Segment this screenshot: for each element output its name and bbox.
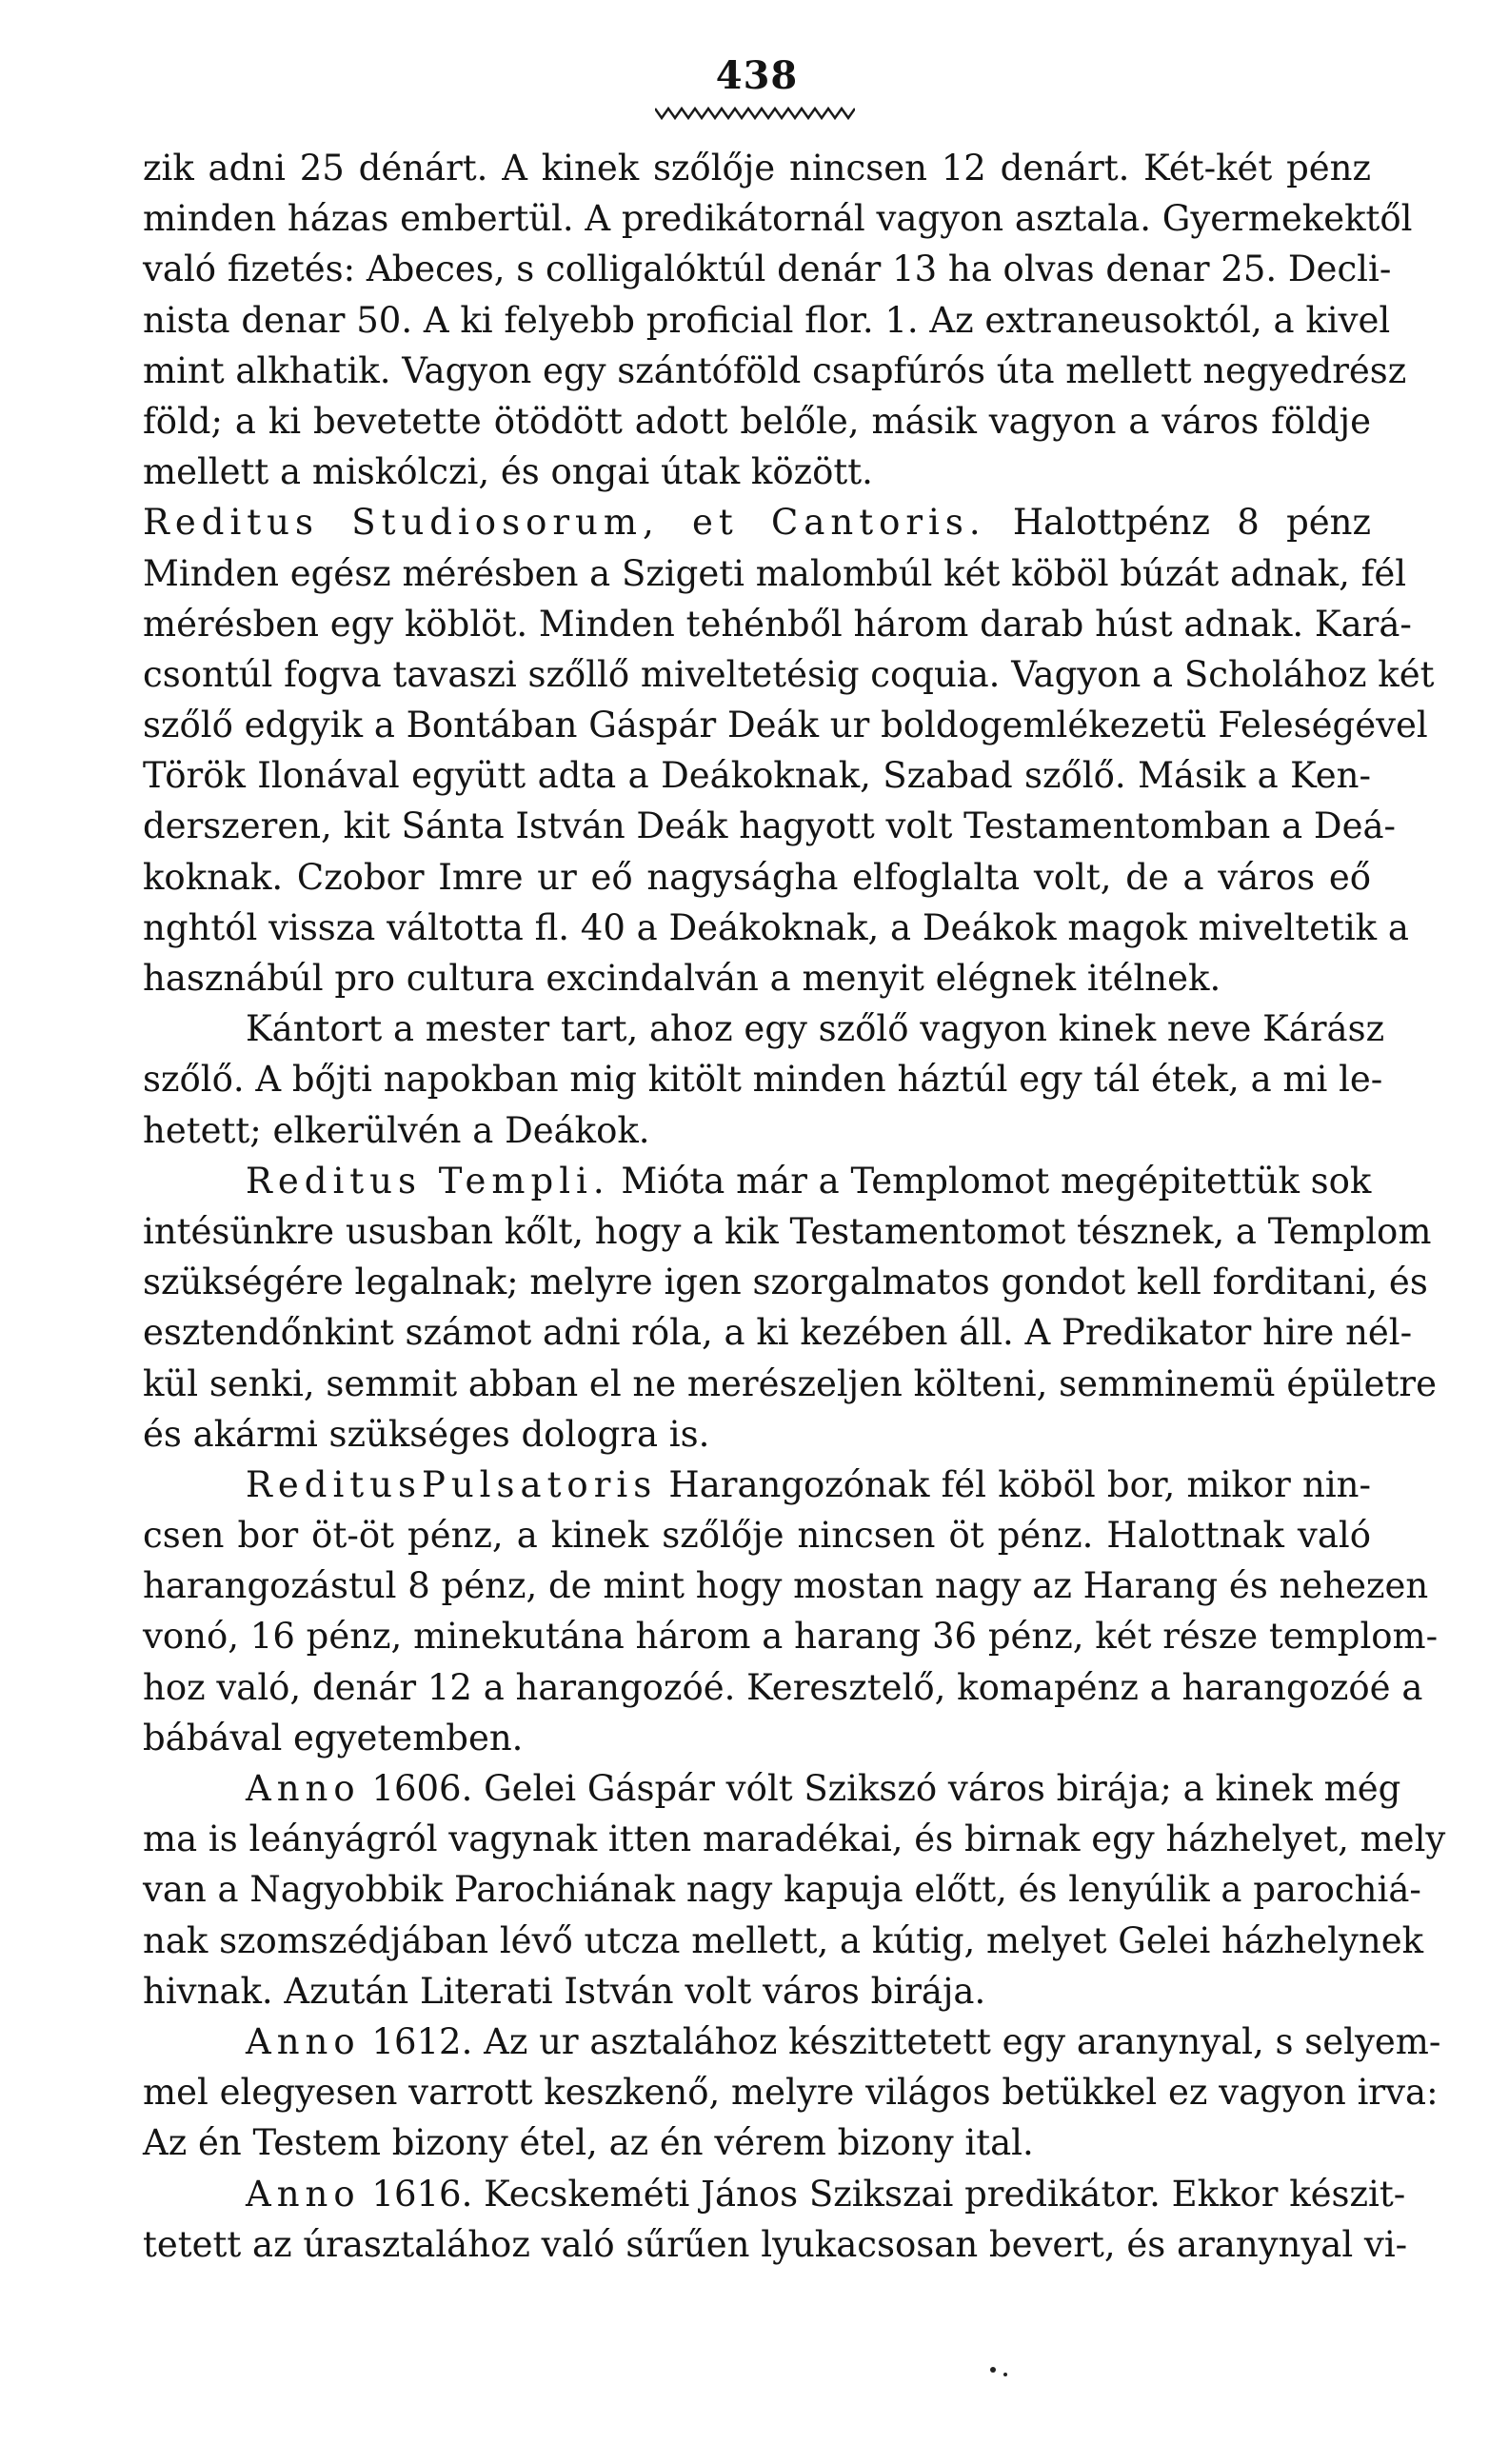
print-speck xyxy=(990,2367,996,2373)
line-text: 1612. Az ur asztalához készittetett egy aranynyal, s selyem- xyxy=(360,2020,1441,2062)
line-text: Mióta már a Templomot megépitettük sok xyxy=(609,1160,1372,1202)
text-line: tetett az úrasztalához való sűrűen lyukacsosan bevert, és aranynyal vi- xyxy=(143,2223,1408,2265)
spaced-heading: Reditus Studiosorum, et Cantoris. xyxy=(143,502,986,544)
text-line: minden házas embertül. A predikátornál vagyon asztala. Gyermekektől xyxy=(143,198,1413,240)
spaced-heading: Reditus Templi. xyxy=(246,1160,610,1202)
text-line: mel elegyesen varrott keszkenő, melyre világos betükkel ez vagyon irva: xyxy=(143,2072,1439,2114)
text-line: való fizetés: Abeces, s colligalóktúl denár 13 ha olvas denar 25. Decli- xyxy=(143,248,1392,290)
text-line: hivnak. Azután Literati István volt város birája. xyxy=(143,1970,986,2012)
text-line: Minden egész mérésben a Szigeti malombúl két köböl búzát adnak, fél xyxy=(143,552,1407,594)
spaced-heading: Anno xyxy=(246,1768,361,1809)
text-line xyxy=(143,1460,1371,1510)
wavy-ornament-rule xyxy=(655,105,855,122)
line-text: 1606. Gelei Gáspár vólt Szikszó város birája; a kinek még xyxy=(360,1768,1401,1809)
text-line xyxy=(143,2169,1406,2219)
text-line: Török Ilonával együtt adta a Deákoknak, Szabad szőlő. Másik a Ken- xyxy=(143,755,1371,797)
text-line: derszeren, kit Sánta István Deák hagyott volt Testamentomban a Deá- xyxy=(143,805,1397,847)
text-line: hoz való, denár 12 a harangozóé. Keresztelő, komapénz a harangozóé a xyxy=(143,1666,1423,1708)
text-line: csen bor öt-öt pénz, a kinek szőlője nincsen öt pénz. Halottnak való xyxy=(143,1515,1371,1557)
text-line: intésünkre ususban kőlt, hogy a kik Testamentomot tésznek, a Templom xyxy=(143,1210,1432,1252)
text-line: mint alkhatik. Vagyon egy szántóföld csapfúrós úta mellett negyedrész xyxy=(143,349,1407,391)
text-line: szőlő. A bőjti napokban mig kitölt minden háztúl egy tál étek, a mi le- xyxy=(143,1059,1383,1101)
text-line: nista denar 50. A ki felyebb proficial flor. 1. Az extraneusoktól, a kivel xyxy=(143,299,1391,341)
body-text xyxy=(143,143,1446,2270)
text-line: esztendőnkint számot adni róla, a ki kezében áll. A Predikator hire nél- xyxy=(143,1312,1413,1354)
text-line: szőlő edgyik a Bontában Gáspár Deák ur boldogemlékezetü Feleségével xyxy=(143,705,1428,746)
text-line: bábával egyetemben. xyxy=(143,1717,524,1759)
page-number: 438 xyxy=(715,53,799,98)
text-line: Kántort a mester tart, ahoz egy szőlő vagyon kinek neve Kárász xyxy=(246,1008,1385,1050)
text-line: harangozástul 8 pénz, de mint hogy mostan nagy az Harang és nehezen xyxy=(143,1565,1429,1607)
line-text: Halottpénz 8 pénz xyxy=(985,502,1371,544)
text-line: zik adni 25 dénárt. A kinek szőlője nincsen 12 denárt. Két-két pénz xyxy=(143,148,1371,189)
text-line: van a Nagyobbik Parochiának nagy kapuja előtt, és lenyúlik a parochiá- xyxy=(143,1869,1421,1911)
text-line: csontúl fogva tavaszi szőllő miveltetésig coquia. Vagyon a Scholához két xyxy=(143,653,1435,695)
text-line: hetett; elkerülvén a Deákok. xyxy=(143,1109,650,1151)
text-line: mellett a miskólczi, és ongai útak között. xyxy=(143,451,873,493)
line-text: 1616. Kecskeméti János Szikszai predikátor. Ekkor készit- xyxy=(360,2173,1406,2215)
text-line: Az én Testem bizony étel, az én vérem bizony ital. xyxy=(143,2122,1034,2164)
text-line xyxy=(143,2017,1441,2067)
text-line: ma is leányágról vagynak itten maradékai, és birnak egy házhelyet, mely xyxy=(143,1818,1446,1860)
text-line: mérésben egy köblöt. Minden tehénből három darab húst adnak. Kará- xyxy=(143,603,1412,645)
text-line: nak szomszédjában lévő utcza mellett, a kútig, melyet Gelei házhelynek xyxy=(143,1919,1424,1961)
spaced-heading: ReditusPulsatoris xyxy=(246,1463,658,1505)
text-line: koknak. Czobor Imre ur eő nagyságha elfoglalta volt, de a város eő xyxy=(143,856,1371,898)
print-speck xyxy=(1003,2373,1007,2376)
text-line: vonó, 16 pénz, minekutána három a harang 36 pénz, két része templom- xyxy=(143,1616,1439,1658)
text-line: nghtól vissza váltotta fl. 40 a Deákoknak, a Deákok magok miveltetik a xyxy=(143,906,1409,948)
text-line: kül senki, semmit abban el ne merészeljen költeni, semminemü épületre xyxy=(143,1362,1438,1404)
text-line: és akármi szükséges dologra is. xyxy=(143,1413,710,1455)
text-line xyxy=(143,497,1371,547)
spaced-heading: Anno xyxy=(246,2020,361,2062)
line-text: Harangozónak fél köböl bor, mikor nin- xyxy=(657,1463,1371,1505)
spaced-heading: Anno xyxy=(246,2173,361,2215)
text-line: hasznábúl pro cultura excindalván a menyit elégnek itélnek. xyxy=(143,958,1221,999)
text-line xyxy=(143,1763,1401,1814)
text-line: szükségére legalnak; melyre igen szorgalmatos gondot kell forditani, és xyxy=(143,1262,1428,1303)
text-line xyxy=(143,1156,1371,1206)
text-line: föld; a ki bevetette ötödött adott belőle, másik vagyon a város földje xyxy=(143,400,1371,442)
